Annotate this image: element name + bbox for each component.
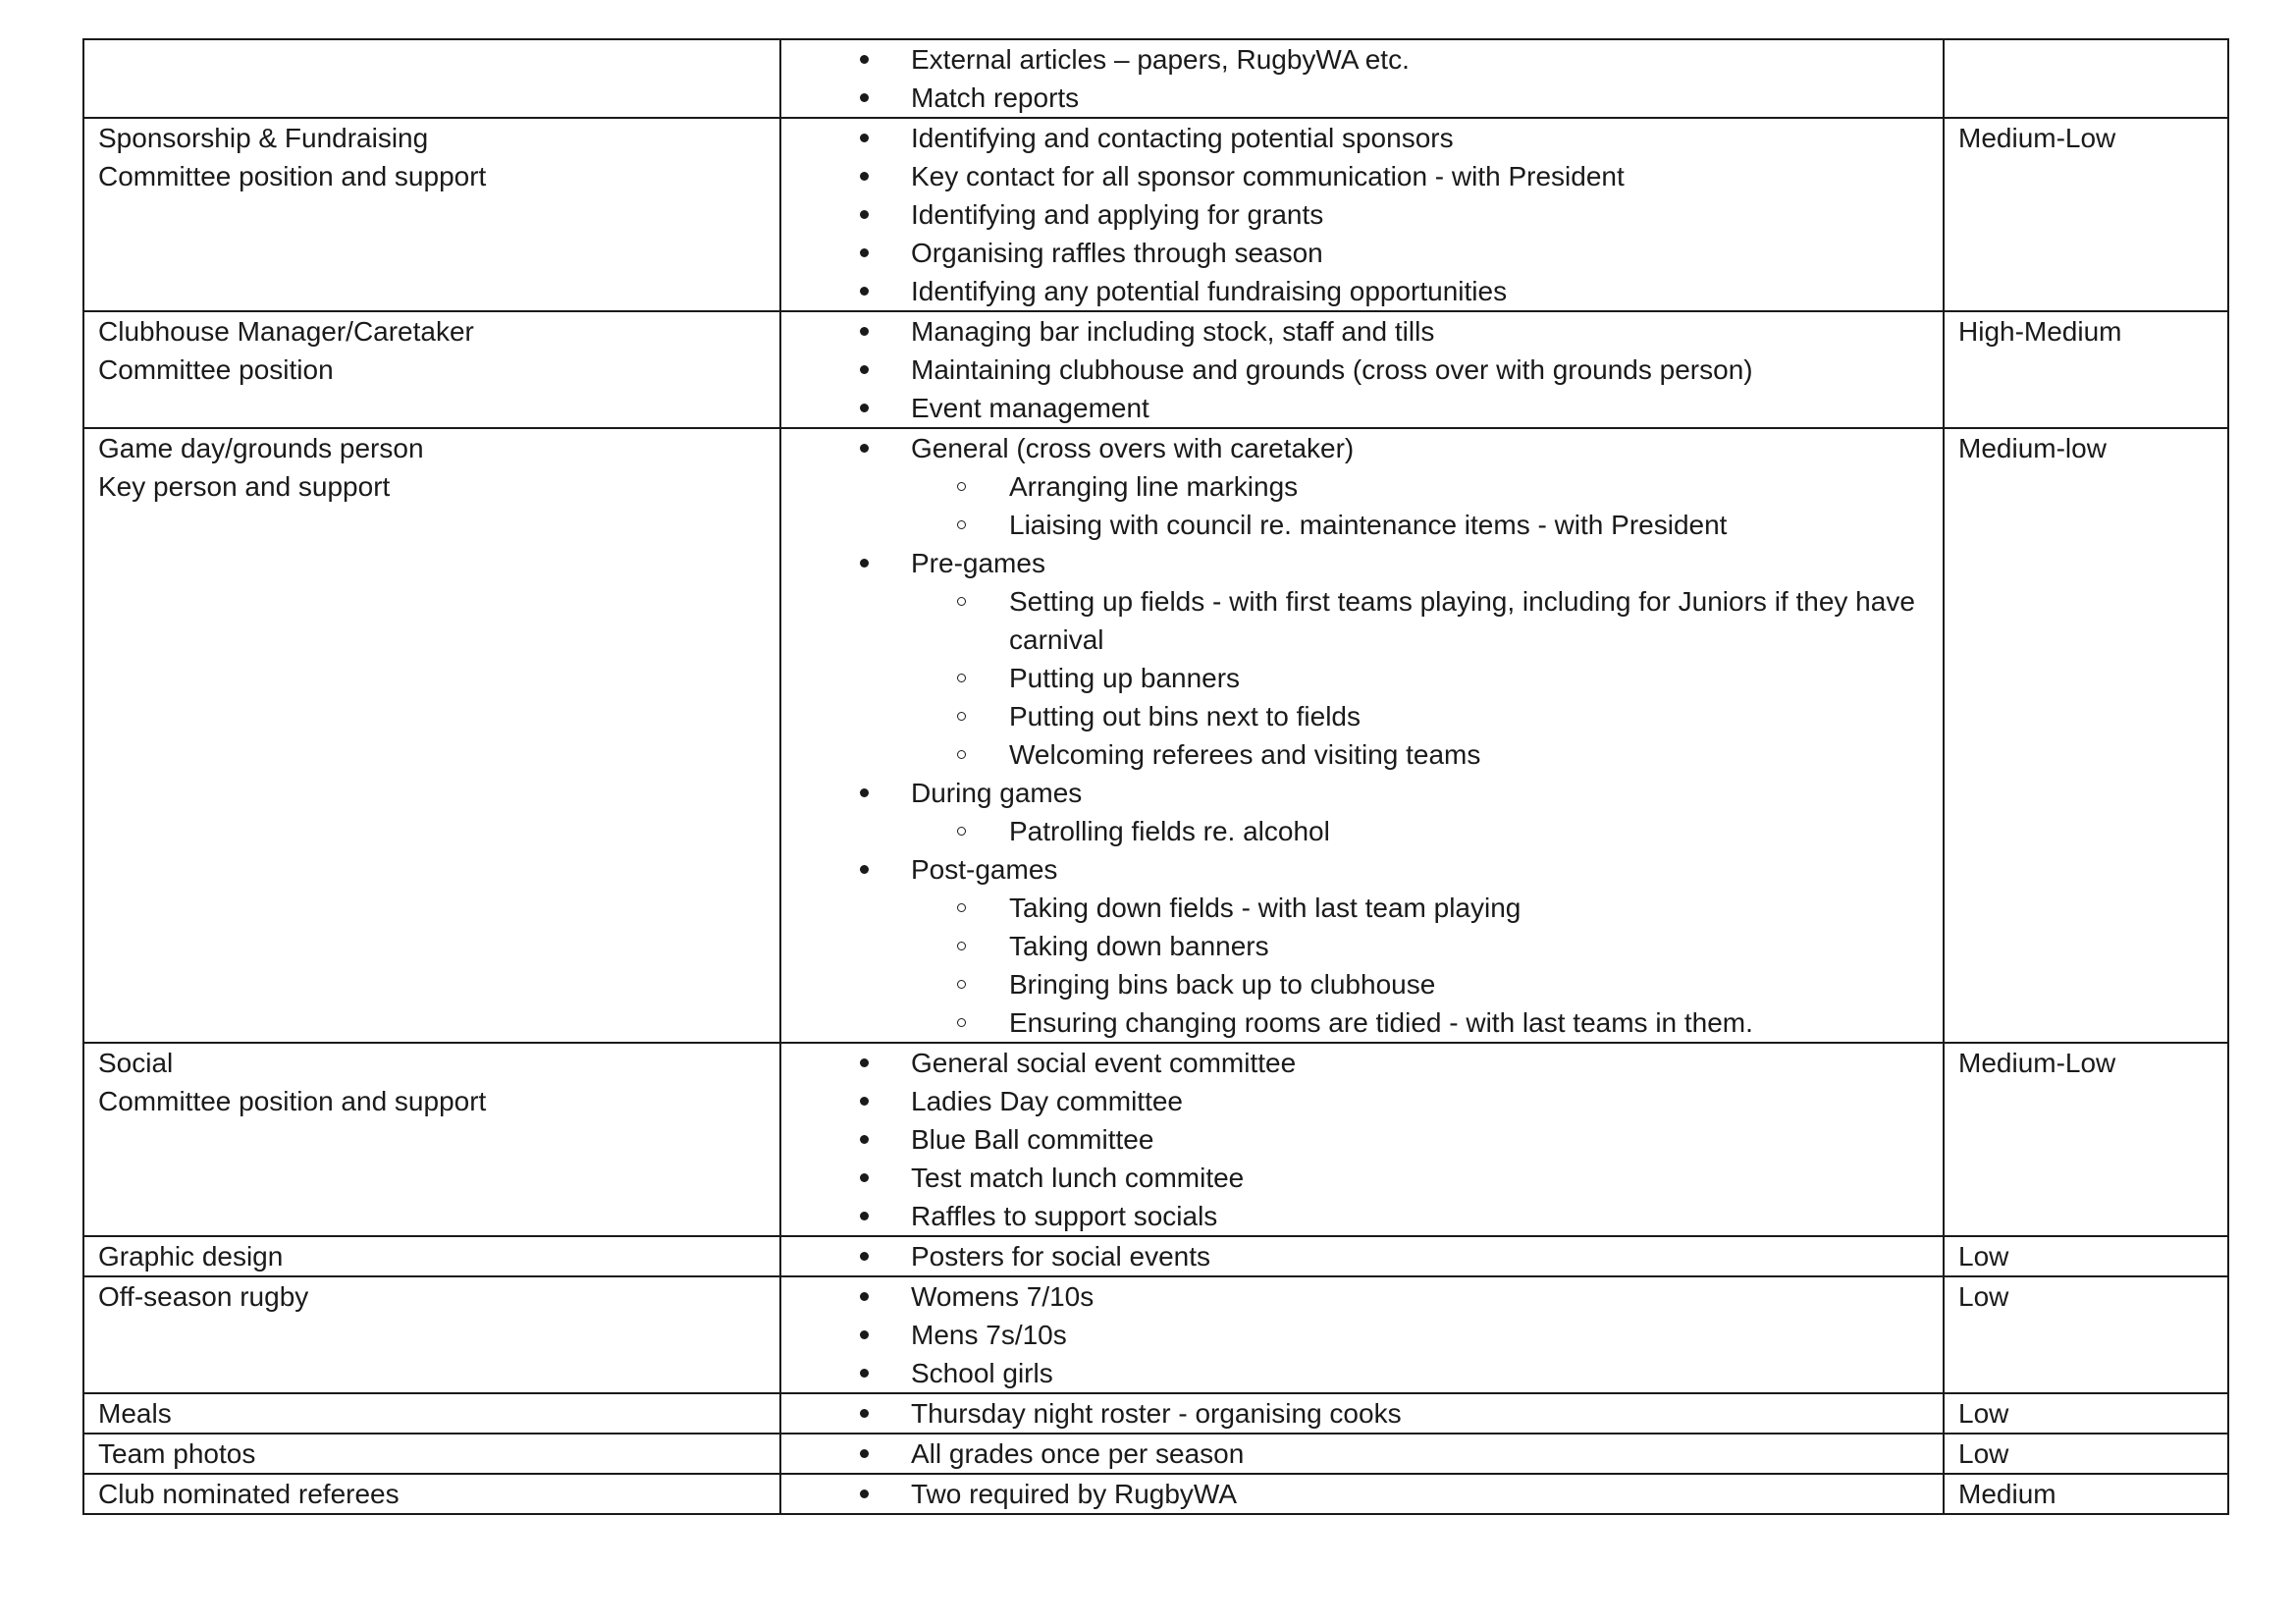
hollow-bullet-icon — [957, 712, 966, 721]
table-body — [83, 39, 2228, 1514]
task-item — [795, 79, 1929, 117]
tasks-cell — [780, 1276, 1944, 1393]
role-cell — [83, 1276, 780, 1393]
task-text: Key contact for all sponsor communication - with President — [911, 161, 1625, 191]
volunteer-roles-table — [82, 38, 2229, 1515]
table-row — [83, 1393, 2228, 1434]
task-text: Arranging line markings — [1009, 471, 1299, 502]
sub-task-item — [795, 467, 1929, 506]
task-item — [795, 351, 1929, 389]
task-item — [795, 1082, 1929, 1120]
task-text: Bringing bins back up to clubhouse — [1009, 969, 1436, 1000]
bullet-icon — [860, 93, 869, 102]
tasks-cell — [780, 1236, 1944, 1276]
bullet-icon — [860, 1135, 869, 1144]
role-title: Off-season rugby — [98, 1281, 309, 1312]
task-text: Pre-games — [911, 548, 1045, 578]
tasks-cell — [780, 1474, 1944, 1514]
task-text: Womens 7/10s — [911, 1281, 1095, 1312]
workload-cell — [1944, 1434, 2228, 1474]
workload-level: Low — [1958, 1241, 2009, 1272]
bullet-icon — [860, 172, 869, 181]
bullet-icon — [860, 1330, 869, 1339]
hollow-bullet-icon — [957, 827, 966, 836]
task-item — [795, 1354, 1929, 1392]
task-item — [795, 157, 1929, 195]
task-item — [795, 774, 1929, 812]
hollow-bullet-icon — [957, 942, 966, 950]
bullet-icon — [860, 1058, 869, 1067]
workload-level: Low — [1958, 1398, 2009, 1429]
bullet-icon — [860, 248, 869, 257]
role-title: Clubhouse Manager/Caretaker — [98, 316, 474, 347]
bullet-icon — [860, 210, 869, 219]
hollow-bullet-icon — [957, 597, 966, 606]
task-item — [795, 119, 1929, 157]
table-row — [83, 39, 2228, 118]
task-item — [795, 850, 1929, 889]
tasks-cell — [780, 1393, 1944, 1434]
role-title: Social — [98, 1048, 174, 1078]
task-text: External articles – papers, RugbyWA etc. — [911, 44, 1410, 75]
role-title: Team photos — [98, 1438, 256, 1469]
task-item — [795, 1394, 1929, 1433]
hollow-bullet-icon — [957, 1018, 966, 1027]
task-text: Two required by RugbyWA — [911, 1479, 1237, 1509]
task-text: Putting up banners — [1009, 663, 1241, 693]
task-text: School girls — [911, 1358, 1053, 1388]
bullet-icon — [860, 134, 869, 142]
hollow-bullet-icon — [957, 980, 966, 989]
task-text: Taking down fields - with last team playing — [1009, 893, 1522, 923]
task-list — [795, 1044, 1929, 1235]
role-cell — [83, 1434, 780, 1474]
workload-cell — [1944, 1276, 2228, 1393]
task-text: During games — [911, 778, 1083, 808]
task-list — [795, 1475, 1929, 1513]
task-text: Posters for social events — [911, 1241, 1211, 1272]
workload-cell — [1944, 1043, 2228, 1236]
sub-task-item — [795, 889, 1929, 927]
tasks-cell — [780, 428, 1944, 1043]
tasks-cell — [780, 1043, 1944, 1236]
bullet-icon — [860, 559, 869, 568]
bullet-icon — [860, 365, 869, 374]
task-item — [795, 1044, 1929, 1082]
task-text: Putting out bins next to fields — [1009, 701, 1361, 731]
bullet-icon — [860, 1212, 869, 1220]
bullet-icon — [860, 287, 869, 296]
task-text: Liaising with council re. maintenance items - with President — [1009, 510, 1728, 540]
workload-cell — [1944, 39, 2228, 118]
bullet-icon — [860, 788, 869, 797]
task-list — [795, 312, 1929, 427]
task-text: Thursday night roster - organising cooks — [911, 1398, 1402, 1429]
task-list — [795, 1237, 1929, 1275]
table-row — [83, 1434, 2228, 1474]
hollow-bullet-icon — [957, 903, 966, 912]
role-title: Meals — [98, 1398, 172, 1429]
sub-task-item — [795, 927, 1929, 965]
task-item — [795, 1120, 1929, 1159]
task-list — [795, 1435, 1929, 1473]
role-cell — [83, 118, 780, 311]
tasks-cell — [780, 118, 1944, 311]
workload-level: Medium-low — [1958, 433, 2107, 463]
task-text: Match reports — [911, 82, 1080, 113]
role-title: Graphic design — [98, 1241, 284, 1272]
bullet-icon — [860, 1369, 869, 1378]
task-text: Ensuring changing rooms are tidied - with last teams in them. — [1009, 1007, 1753, 1038]
role-type: Key person and support — [98, 471, 391, 502]
task-item — [795, 1475, 1929, 1513]
hollow-bullet-icon — [957, 674, 966, 682]
role-type: Committee position — [98, 354, 334, 385]
task-item — [795, 1237, 1929, 1275]
task-item — [795, 1316, 1929, 1354]
workload-cell — [1944, 428, 2228, 1043]
task-item — [795, 429, 1929, 467]
tasks-cell — [780, 1434, 1944, 1474]
task-text: Blue Ball committee — [911, 1124, 1154, 1155]
role-type: Committee position and support — [98, 161, 487, 191]
task-text: Event management — [911, 393, 1149, 423]
role-cell — [83, 1393, 780, 1434]
tasks-cell — [780, 39, 1944, 118]
sub-task-item — [795, 1003, 1929, 1042]
table-row — [83, 118, 2228, 311]
task-text: Ladies Day committee — [911, 1086, 1184, 1116]
task-list — [795, 119, 1929, 310]
bullet-icon — [860, 1252, 869, 1261]
bullet-icon — [860, 444, 869, 453]
sub-task-item — [795, 582, 1929, 659]
workload-level: High-Medium — [1958, 316, 2122, 347]
task-list — [795, 1394, 1929, 1433]
task-text: All grades once per season — [911, 1438, 1245, 1469]
bullet-icon — [860, 1173, 869, 1182]
bullet-icon — [860, 1449, 869, 1458]
workload-level: Medium-Low — [1958, 123, 2116, 153]
tasks-cell — [780, 311, 1944, 428]
task-text: Maintaining clubhouse and grounds (cross over with grounds person) — [911, 354, 1753, 385]
workload-cell — [1944, 1393, 2228, 1434]
task-item — [795, 1435, 1929, 1473]
role-cell — [83, 1474, 780, 1514]
sub-task-item — [795, 735, 1929, 774]
task-item — [795, 272, 1929, 310]
task-text: Test match lunch commitee — [911, 1163, 1245, 1193]
bullet-icon — [860, 1097, 869, 1106]
task-text: Welcoming referees and visiting teams — [1009, 739, 1481, 770]
table-row — [83, 1474, 2228, 1514]
task-text: Setting up fields - with first teams playing, including for Juniors if they have carnival — [1009, 586, 1915, 655]
role-cell — [83, 39, 780, 118]
bullet-icon — [860, 1409, 869, 1418]
task-list — [795, 1277, 1929, 1392]
sub-task-item — [795, 965, 1929, 1003]
role-cell — [83, 428, 780, 1043]
role-cell — [83, 1043, 780, 1236]
workload-level: Medium — [1958, 1479, 2056, 1509]
workload-level: Low — [1958, 1438, 2009, 1469]
workload-level: Medium-Low — [1958, 1048, 2116, 1078]
role-cell — [83, 311, 780, 428]
sub-task-item — [795, 506, 1929, 544]
task-item — [795, 195, 1929, 234]
bullet-icon — [860, 404, 869, 412]
task-text: Organising raffles through season — [911, 238, 1323, 268]
task-text: Raffles to support socials — [911, 1201, 1218, 1231]
task-text: Patrolling fields re. alcohol — [1009, 816, 1330, 846]
bullet-icon — [860, 327, 869, 336]
table-row — [83, 428, 2228, 1043]
task-text: Identifying and contacting potential sponsors — [911, 123, 1454, 153]
sub-task-item — [795, 697, 1929, 735]
workload-cell — [1944, 1474, 2228, 1514]
hollow-bullet-icon — [957, 520, 966, 529]
role-cell — [83, 1236, 780, 1276]
role-title: Club nominated referees — [98, 1479, 400, 1509]
workload-cell — [1944, 118, 2228, 311]
table-row — [83, 1236, 2228, 1276]
task-item — [795, 1197, 1929, 1235]
workload-cell — [1944, 311, 2228, 428]
task-item — [795, 1159, 1929, 1197]
bullet-icon — [860, 55, 869, 64]
task-item — [795, 1277, 1929, 1316]
hollow-bullet-icon — [957, 482, 966, 491]
table-row — [83, 1043, 2228, 1236]
role-title: Game day/grounds person — [98, 433, 424, 463]
task-item — [795, 544, 1929, 582]
role-title: Sponsorship & Fundraising — [98, 123, 429, 153]
sub-task-item — [795, 812, 1929, 850]
workload-level: Low — [1958, 1281, 2009, 1312]
workload-cell — [1944, 1236, 2228, 1276]
table-row — [83, 311, 2228, 428]
sub-task-item — [795, 659, 1929, 697]
table-row — [83, 1276, 2228, 1393]
role-type: Committee position and support — [98, 1086, 487, 1116]
task-text: General social event committee — [911, 1048, 1297, 1078]
task-item — [795, 40, 1929, 79]
task-item — [795, 312, 1929, 351]
task-text: Mens 7s/10s — [911, 1320, 1067, 1350]
hollow-bullet-icon — [957, 750, 966, 759]
task-list — [795, 429, 1929, 1042]
bullet-icon — [860, 1489, 869, 1498]
task-item — [795, 234, 1929, 272]
task-list — [795, 40, 1929, 117]
task-text: Identifying and applying for grants — [911, 199, 1324, 230]
task-text: General (cross overs with caretaker) — [911, 433, 1355, 463]
task-text: Managing bar including stock, staff and tills — [911, 316, 1435, 347]
task-item — [795, 389, 1929, 427]
task-text: Taking down banners — [1009, 931, 1269, 961]
task-text: Post-games — [911, 854, 1058, 885]
task-text: Identifying any potential fundraising opportunities — [911, 276, 1508, 306]
bullet-icon — [860, 865, 869, 874]
bullet-icon — [860, 1292, 869, 1301]
